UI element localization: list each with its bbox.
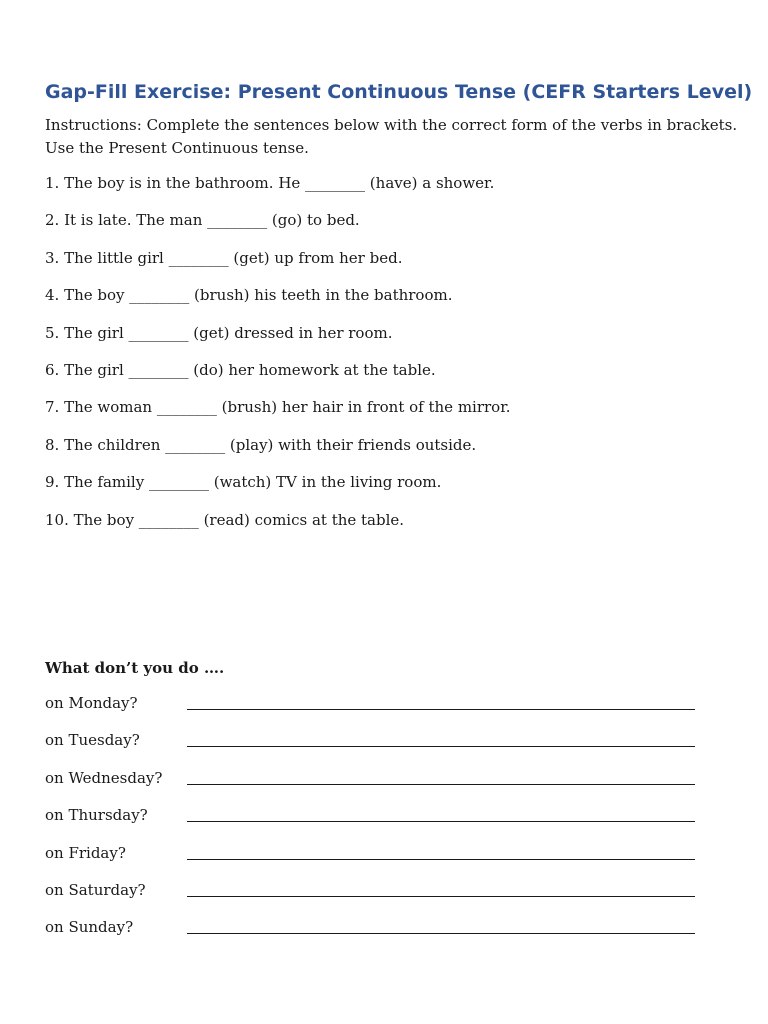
days-section-heading: What don’t you do ….: [45, 659, 225, 677]
question-item: 10. The boy ________ (read) comics at the table.: [45, 510, 405, 529]
answer-line[interactable]: [187, 821, 695, 822]
answer-line[interactable]: [187, 896, 695, 897]
question-item: 9. The family ________ (watch) TV in the living room.: [45, 473, 442, 492]
answer-line[interactable]: [187, 933, 695, 934]
answer-line[interactable]: [187, 709, 695, 710]
question-item: 2. It is late. The man ________ (go) to bed.: [45, 211, 360, 230]
question-item: 6. The girl ________ (do) her homework at the table.: [45, 360, 436, 379]
instructions-line-1: Instructions: Complete the sentences below with the correct form of the verbs in brackets.: [45, 116, 738, 134]
day-label: on Saturday?: [45, 880, 146, 899]
day-label: on Wednesday?: [45, 768, 163, 787]
question-item: 5. The girl ________ (get) dressed in her room.: [45, 323, 393, 342]
question-item: 8. The children ________ (play) with their friends outside.: [45, 435, 477, 454]
question-item: 3. The little girl ________ (get) up from her bed.: [45, 248, 403, 267]
instructions-line-2: Use the Present Continuous tense.: [45, 139, 309, 157]
question-item: 4. The boy ________ (brush) his teeth in the bathroom.: [45, 286, 453, 305]
answer-line[interactable]: [187, 784, 695, 785]
day-row-tuesday: [45, 722, 705, 759]
day-row-monday: [45, 685, 705, 722]
day-label: on Sunday?: [45, 918, 134, 937]
day-label: on Thursday?: [45, 806, 148, 825]
day-row-wednesday: [45, 760, 705, 797]
day-label: on Tuesday?: [45, 731, 140, 750]
days-list: [45, 685, 705, 947]
question-item: 7. The woman ________ (brush) her hair in front of the mirror.: [45, 398, 511, 417]
day-label: on Friday?: [45, 843, 126, 862]
question-list: [45, 165, 735, 539]
days-section: [45, 652, 705, 947]
worksheet: [45, 78, 753, 539]
instructions: [45, 114, 738, 160]
day-row-thursday: [45, 797, 705, 834]
answer-line[interactable]: [187, 859, 695, 860]
day-row-sunday: [45, 909, 705, 946]
answer-line[interactable]: [187, 746, 695, 747]
day-row-friday: [45, 835, 705, 872]
worksheet-title: Gap-Fill Exercise: Present Continuous Tense (CEFR Starters Level): [45, 81, 753, 103]
day-label: on Monday?: [45, 694, 138, 712]
question-item: 1. The boy is in the bathroom. He ________ (have) a shower.: [45, 174, 495, 192]
day-row-saturday: [45, 872, 705, 909]
